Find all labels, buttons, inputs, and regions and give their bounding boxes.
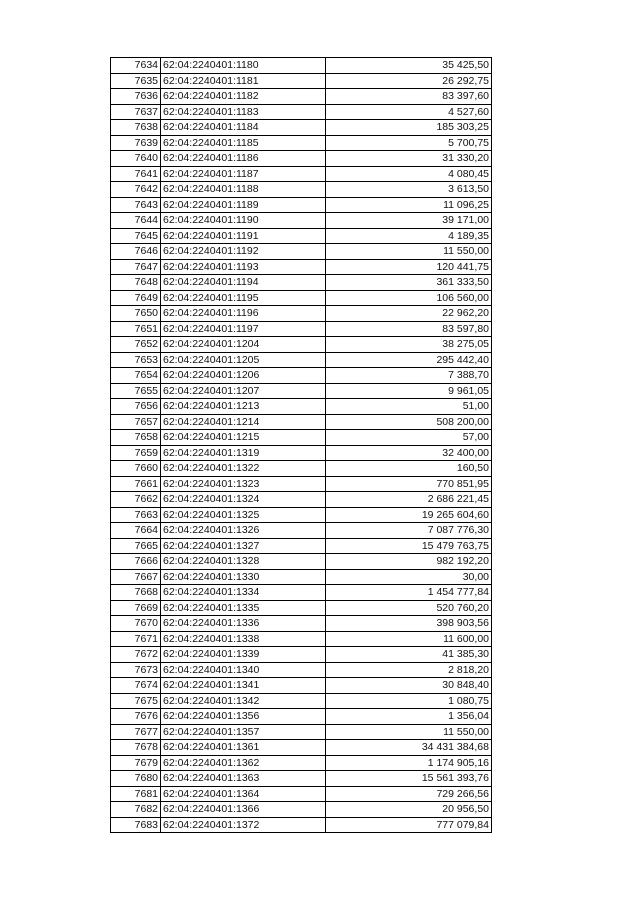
- row-number-cell: 7663: [111, 507, 161, 523]
- cadastral-number-cell: 62:04:2240401:1181: [161, 73, 326, 89]
- row-number-cell: 7682: [111, 802, 161, 818]
- cadastral-number-cell: 62:04:2240401:1180: [161, 58, 326, 74]
- table-body: [111, 58, 492, 833]
- cadastral-number-cell: 62:04:2240401:1323: [161, 476, 326, 492]
- cadastral-value-cell: 5 700,75: [326, 135, 492, 151]
- cadastral-number-cell: 62:04:2240401:1195: [161, 290, 326, 306]
- table-row: [111, 709, 492, 725]
- cadastral-number-cell: 62:04:2240401:1188: [161, 182, 326, 198]
- cadastral-value-cell: 4 189,35: [326, 228, 492, 244]
- row-number-cell: 7655: [111, 383, 161, 399]
- row-number-cell: 7634: [111, 58, 161, 74]
- cadastral-value-cell: 2 686 221,45: [326, 492, 492, 508]
- table-row: [111, 275, 492, 291]
- cadastral-value-cell: 19 265 604,60: [326, 507, 492, 523]
- cadastral-number-cell: 62:04:2240401:1372: [161, 817, 326, 833]
- cadastral-value-cell: 185 303,25: [326, 120, 492, 136]
- cadastral-number-cell: 62:04:2240401:1192: [161, 244, 326, 260]
- row-number-cell: 7637: [111, 104, 161, 120]
- row-number-cell: 7635: [111, 73, 161, 89]
- cadastral-value-cell: 2 818,20: [326, 662, 492, 678]
- cadastral-value-cell: 57,00: [326, 430, 492, 446]
- row-number-cell: 7671: [111, 631, 161, 647]
- cadastral-value-cell: 729 266,56: [326, 786, 492, 802]
- table-row: [111, 647, 492, 663]
- table-row: [111, 817, 492, 833]
- cadastral-value-cell: 4 080,45: [326, 166, 492, 182]
- cadastral-value-cell: 777 079,84: [326, 817, 492, 833]
- row-number-cell: 7669: [111, 600, 161, 616]
- table-row: [111, 802, 492, 818]
- table-row: [111, 89, 492, 105]
- cadastral-number-cell: 62:04:2240401:1336: [161, 616, 326, 632]
- row-number-cell: 7665: [111, 538, 161, 554]
- cadastral-number-cell: 62:04:2240401:1189: [161, 197, 326, 213]
- table-row: [111, 368, 492, 384]
- row-number-cell: 7660: [111, 461, 161, 477]
- cadastral-number-cell: 62:04:2240401:1196: [161, 306, 326, 322]
- cadastral-number-cell: 62:04:2240401:1193: [161, 259, 326, 275]
- cadastral-number-cell: 62:04:2240401:1341: [161, 678, 326, 694]
- cadastral-number-cell: 62:04:2240401:1322: [161, 461, 326, 477]
- table-row: [111, 631, 492, 647]
- cadastral-value-cell: 1 454 777,84: [326, 585, 492, 601]
- cadastral-value-cell: 30,00: [326, 569, 492, 585]
- cadastral-value-cell: 295 442,40: [326, 352, 492, 368]
- cadastral-value-cell: 34 431 384,68: [326, 740, 492, 756]
- row-number-cell: 7681: [111, 786, 161, 802]
- cadastral-number-cell: 62:04:2240401:1325: [161, 507, 326, 523]
- row-number-cell: 7672: [111, 647, 161, 663]
- table-row: [111, 166, 492, 182]
- table-row: [111, 678, 492, 694]
- row-number-cell: 7644: [111, 213, 161, 229]
- cadastral-value-cell: 11 096,25: [326, 197, 492, 213]
- table-row: [111, 476, 492, 492]
- cadastral-number-cell: 62:04:2240401:1324: [161, 492, 326, 508]
- table-row: [111, 306, 492, 322]
- cadastral-number-cell: 62:04:2240401:1186: [161, 151, 326, 167]
- cadastral-value-cell: 398 903,56: [326, 616, 492, 632]
- cadastral-number-cell: 62:04:2240401:1183: [161, 104, 326, 120]
- table-row: [111, 414, 492, 430]
- cadastral-value-cell: 770 851,95: [326, 476, 492, 492]
- cadastral-number-cell: 62:04:2240401:1205: [161, 352, 326, 368]
- cadastral-number-cell: 62:04:2240401:1319: [161, 445, 326, 461]
- table-row: [111, 724, 492, 740]
- cadastral-number-cell: 62:04:2240401:1338: [161, 631, 326, 647]
- row-number-cell: 7642: [111, 182, 161, 198]
- table-row: [111, 58, 492, 74]
- table-row: [111, 244, 492, 260]
- row-number-cell: 7658: [111, 430, 161, 446]
- cadastral-value-cell: 83 597,80: [326, 321, 492, 337]
- table-row: [111, 507, 492, 523]
- cadastral-number-cell: 62:04:2240401:1330: [161, 569, 326, 585]
- table-row: [111, 120, 492, 136]
- cadastral-value-cell: 520 760,20: [326, 600, 492, 616]
- cadastral-number-cell: 62:04:2240401:1362: [161, 755, 326, 771]
- row-number-cell: 7651: [111, 321, 161, 337]
- row-number-cell: 7638: [111, 120, 161, 136]
- row-number-cell: 7648: [111, 275, 161, 291]
- cadastral-number-cell: 62:04:2240401:1328: [161, 554, 326, 570]
- cadastral-value-cell: 7 388,70: [326, 368, 492, 384]
- row-number-cell: 7649: [111, 290, 161, 306]
- cadastral-number-cell: 62:04:2240401:1340: [161, 662, 326, 678]
- cadastral-value-cell: 1 174 905,16: [326, 755, 492, 771]
- cadastral-number-cell: 62:04:2240401:1327: [161, 538, 326, 554]
- row-number-cell: 7676: [111, 709, 161, 725]
- row-number-cell: 7683: [111, 817, 161, 833]
- table-row: [111, 290, 492, 306]
- row-number-cell: 7654: [111, 368, 161, 384]
- cadastral-value-cell: 83 397,60: [326, 89, 492, 105]
- row-number-cell: 7680: [111, 771, 161, 787]
- row-number-cell: 7674: [111, 678, 161, 694]
- cadastral-number-cell: 62:04:2240401:1357: [161, 724, 326, 740]
- table-row: [111, 755, 492, 771]
- row-number-cell: 7639: [111, 135, 161, 151]
- row-number-cell: 7657: [111, 414, 161, 430]
- cadastral-number-cell: 62:04:2240401:1214: [161, 414, 326, 430]
- cadastral-number-cell: 62:04:2240401:1207: [161, 383, 326, 399]
- cadastral-number-cell: 62:04:2240401:1185: [161, 135, 326, 151]
- table-row: [111, 182, 492, 198]
- cadastral-value-cell: 20 956,50: [326, 802, 492, 818]
- table-row: [111, 554, 492, 570]
- table-row: [111, 399, 492, 415]
- row-number-cell: 7677: [111, 724, 161, 740]
- row-number-cell: 7645: [111, 228, 161, 244]
- cadastral-number-cell: 62:04:2240401:1335: [161, 600, 326, 616]
- cadastral-number-cell: 62:04:2240401:1361: [161, 740, 326, 756]
- cadastral-number-cell: 62:04:2240401:1326: [161, 523, 326, 539]
- table-row: [111, 321, 492, 337]
- table-row: [111, 213, 492, 229]
- cadastral-value-cell: 32 400,00: [326, 445, 492, 461]
- cadastral-value-cell: 4 527,60: [326, 104, 492, 120]
- table-row: [111, 693, 492, 709]
- cadastral-number-cell: 62:04:2240401:1366: [161, 802, 326, 818]
- row-number-cell: 7636: [111, 89, 161, 105]
- table-row: [111, 585, 492, 601]
- row-number-cell: 7662: [111, 492, 161, 508]
- table-row: [111, 786, 492, 802]
- cadastral-value-cell: 11 550,00: [326, 244, 492, 260]
- table-row: [111, 740, 492, 756]
- cadastral-number-cell: 62:04:2240401:1190: [161, 213, 326, 229]
- cadastral-number-cell: 62:04:2240401:1204: [161, 337, 326, 353]
- cadastral-value-cell: 3 613,50: [326, 182, 492, 198]
- cadastral-value-cell: 508 200,00: [326, 414, 492, 430]
- cadastral-number-cell: 62:04:2240401:1187: [161, 166, 326, 182]
- row-number-cell: 7652: [111, 337, 161, 353]
- cadastral-value-cell: 51,00: [326, 399, 492, 415]
- row-number-cell: 7678: [111, 740, 161, 756]
- table-row: [111, 259, 492, 275]
- row-number-cell: 7670: [111, 616, 161, 632]
- table-row: [111, 600, 492, 616]
- table-row: [111, 337, 492, 353]
- table-row: [111, 383, 492, 399]
- table-row: [111, 523, 492, 539]
- cadastral-value-cell: 160,50: [326, 461, 492, 477]
- row-number-cell: 7643: [111, 197, 161, 213]
- row-number-cell: 7656: [111, 399, 161, 415]
- row-number-cell: 7673: [111, 662, 161, 678]
- table-row: [111, 461, 492, 477]
- row-number-cell: 7661: [111, 476, 161, 492]
- row-number-cell: 7659: [111, 445, 161, 461]
- cadastral-value-cell: 982 192,20: [326, 554, 492, 570]
- cadastral-value-cell: 120 441,75: [326, 259, 492, 275]
- cadastral-value-cell: 361 333,50: [326, 275, 492, 291]
- cadastral-value-cell: 1 080,75: [326, 693, 492, 709]
- cadastral-number-cell: 62:04:2240401:1356: [161, 709, 326, 725]
- row-number-cell: 7647: [111, 259, 161, 275]
- table-row: [111, 445, 492, 461]
- cadastral-value-cell: 41 385,30: [326, 647, 492, 663]
- cadastral-number-cell: 62:04:2240401:1215: [161, 430, 326, 446]
- table-row: [111, 492, 492, 508]
- table-row: [111, 135, 492, 151]
- cadastral-number-cell: 62:04:2240401:1184: [161, 120, 326, 136]
- cadastral-value-cell: 11 550,00: [326, 724, 492, 740]
- cadastral-value-cell: 15 479 763,75: [326, 538, 492, 554]
- cadastral-value-cell: 1 356,04: [326, 709, 492, 725]
- table-row: [111, 662, 492, 678]
- table-row: [111, 616, 492, 632]
- row-number-cell: 7667: [111, 569, 161, 585]
- cadastral-number-cell: 62:04:2240401:1213: [161, 399, 326, 415]
- row-number-cell: 7641: [111, 166, 161, 182]
- cadastral-value-cell: 11 600,00: [326, 631, 492, 647]
- cadastral-value-cell: 26 292,75: [326, 73, 492, 89]
- row-number-cell: 7653: [111, 352, 161, 368]
- cadastral-value-cell: 15 561 393,76: [326, 771, 492, 787]
- cadastral-value-cell: 31 330,20: [326, 151, 492, 167]
- cadastral-number-cell: 62:04:2240401:1191: [161, 228, 326, 244]
- cadastral-number-cell: 62:04:2240401:1364: [161, 786, 326, 802]
- table-row: [111, 771, 492, 787]
- cadastral-number-cell: 62:04:2240401:1363: [161, 771, 326, 787]
- cadastral-value-cell: 38 275,05: [326, 337, 492, 353]
- cadastral-number-cell: 62:04:2240401:1339: [161, 647, 326, 663]
- cadastral-value-cell: 22 962,20: [326, 306, 492, 322]
- row-number-cell: 7646: [111, 244, 161, 260]
- cadastral-number-cell: 62:04:2240401:1206: [161, 368, 326, 384]
- row-number-cell: 7675: [111, 693, 161, 709]
- table-row: [111, 73, 492, 89]
- cadastre-value-table: [110, 57, 492, 833]
- cadastral-number-cell: 62:04:2240401:1342: [161, 693, 326, 709]
- cadastral-value-cell: 35 425,50: [326, 58, 492, 74]
- cadastral-value-cell: 39 171,00: [326, 213, 492, 229]
- cadastral-number-cell: 62:04:2240401:1182: [161, 89, 326, 105]
- row-number-cell: 7679: [111, 755, 161, 771]
- cadastral-value-cell: 30 848,40: [326, 678, 492, 694]
- cadastral-value-cell: 7 087 776,30: [326, 523, 492, 539]
- row-number-cell: 7650: [111, 306, 161, 322]
- table-row: [111, 151, 492, 167]
- row-number-cell: 7664: [111, 523, 161, 539]
- cadastral-number-cell: 62:04:2240401:1334: [161, 585, 326, 601]
- table-row: [111, 228, 492, 244]
- cadastral-number-cell: 62:04:2240401:1194: [161, 275, 326, 291]
- table-row: [111, 538, 492, 554]
- table-row: [111, 430, 492, 446]
- table-row: [111, 104, 492, 120]
- cadastral-number-cell: 62:04:2240401:1197: [161, 321, 326, 337]
- cadastral-value-cell: 9 961,05: [326, 383, 492, 399]
- table-row: [111, 352, 492, 368]
- row-number-cell: 7666: [111, 554, 161, 570]
- table-row: [111, 569, 492, 585]
- cadastral-value-cell: 106 560,00: [326, 290, 492, 306]
- row-number-cell: 7668: [111, 585, 161, 601]
- row-number-cell: 7640: [111, 151, 161, 167]
- table-row: [111, 197, 492, 213]
